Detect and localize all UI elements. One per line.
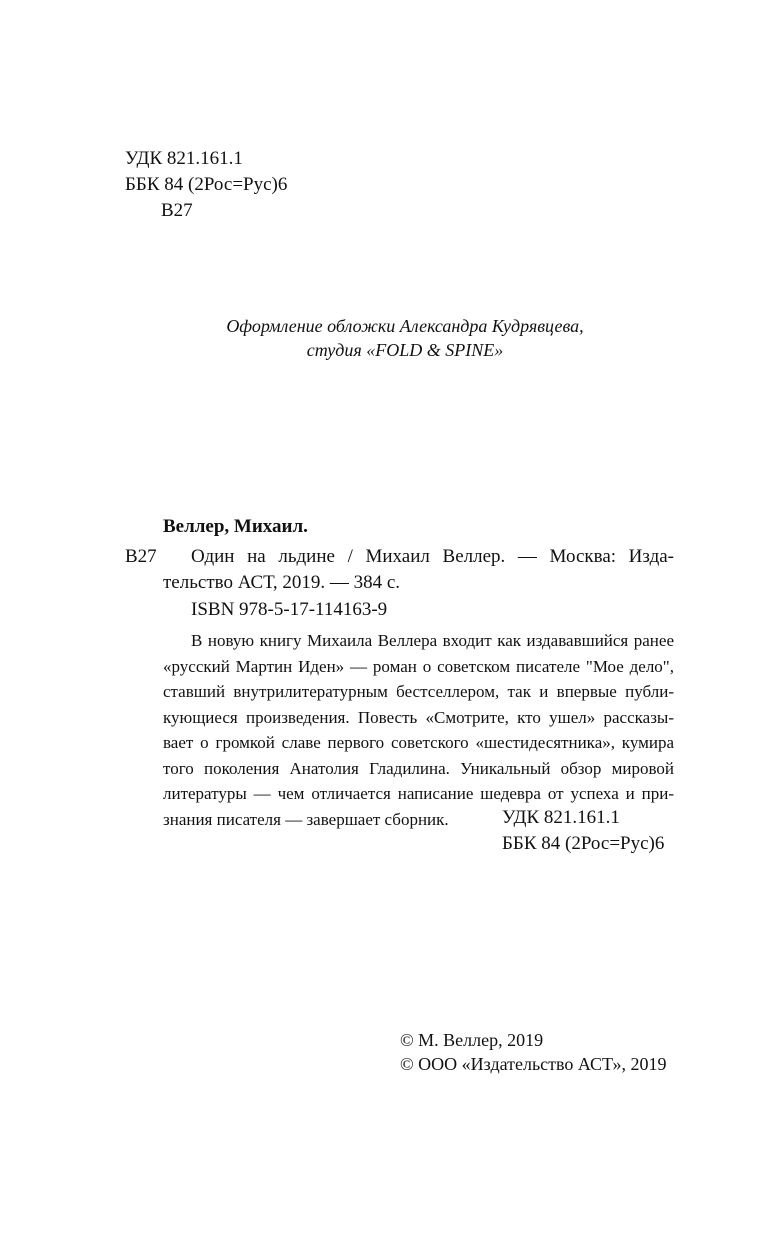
annotation-line: литературы — чем отличается написание шедевра от успеха и при-: [163, 784, 674, 803]
annotation-line: кующиеся произведения. Повесть «Смотрите, кто ушел» рассказы-: [163, 707, 674, 727]
bbk-code-footer: ББК 84 (2Рос=Рус)6: [502, 833, 665, 854]
cover-design-credit: [150, 314, 660, 362]
catalog-author: Веллер, Михаил.: [163, 516, 308, 537]
annotation-line: «русский Мартин Иден» — роман о советском писателе "Мое дело",: [163, 656, 674, 676]
cover-design-line-2: студия «FOLD & SPINE»: [306, 340, 504, 360]
annotation-line: вает о громкой славе первого советского «шестидесятника», кумира: [163, 733, 674, 752]
author-mark: В27: [161, 200, 193, 221]
catalog-title-line-1: Один на льдине / Михаил Веллер. — Москва: Изда-: [191, 546, 674, 567]
annotation-line: знания писателя — завершает сборник.: [163, 809, 449, 829]
copyright-publisher: © ООО «Издательство АСТ», 2019: [400, 1054, 667, 1074]
isbn: ISBN 978-5-17-114163-9: [191, 599, 388, 620]
annotation-line: ставший внутрилитературным бестселлером, так и впервые публи-: [163, 682, 674, 701]
catalog-author-mark: В27: [125, 546, 157, 567]
bbk-code: ББК 84 (2Рос=Рус)6: [125, 174, 288, 195]
udk-code-footer: УДК 821.161.1: [502, 807, 620, 828]
cover-design-line-1: Оформление обложки Александра Кудрявцева,: [226, 316, 584, 336]
annotation-line: того поколения Анатолия Гладилина. Уникальный обзор мировой: [163, 758, 674, 778]
annotation: [163, 628, 674, 832]
copyright-author: © М. Веллер, 2019: [400, 1030, 544, 1050]
classification-codes: [125, 146, 287, 224]
udk-code: УДК 821.161.1: [125, 148, 243, 169]
classification-codes-footer: [502, 805, 664, 857]
catalog-title-line-2: тельство АСТ, 2019. — 384 с.: [163, 572, 401, 593]
catalog-title: [163, 544, 674, 596]
annotation-line: В новую книгу Михаила Веллера входит как издававшийся ранее: [191, 631, 674, 650]
copyright-notice: [400, 1028, 667, 1076]
